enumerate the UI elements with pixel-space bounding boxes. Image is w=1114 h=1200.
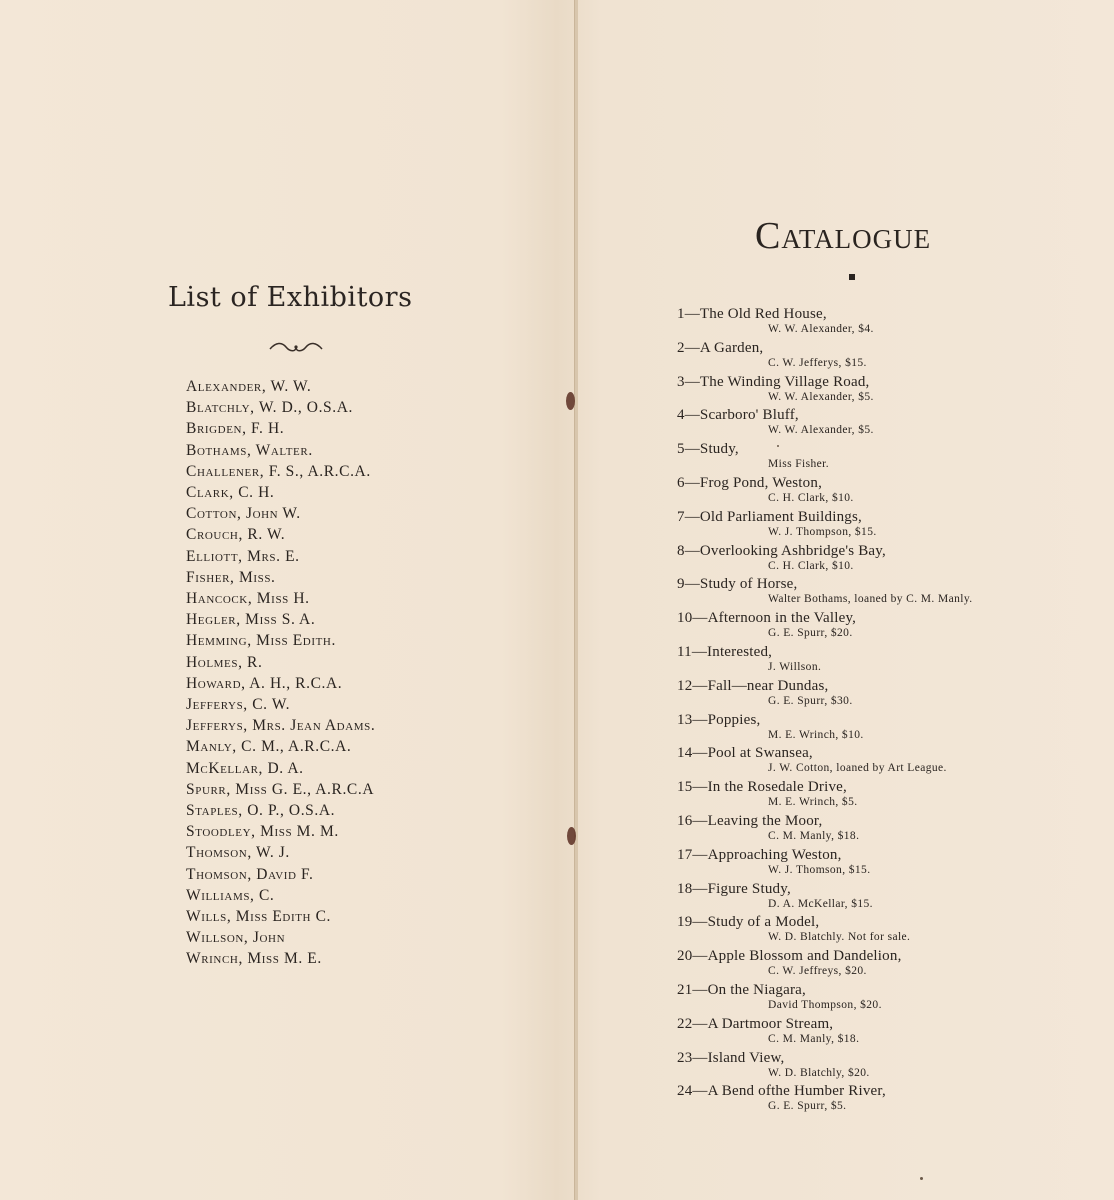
entry-artist-price: C. H. Clark, $10. <box>768 491 854 504</box>
entry-title: 8—Overlooking Ashbridge's Bay, <box>677 542 886 559</box>
paper-speck <box>777 445 779 447</box>
entry-title: 10—Afternoon in the Valley, <box>677 610 857 627</box>
title-ornament-mark <box>849 274 855 280</box>
catalogue-entry <box>677 982 973 1016</box>
exhibitor-name: Jefferys, Mrs. Jean Adams. <box>186 717 376 735</box>
entry-artist-price: C. W. Jeffreys, $20. <box>768 965 867 978</box>
catalogue-entry <box>677 847 973 881</box>
exhibitor-name: Manly, C. M., A.R.C.A. <box>186 738 352 756</box>
catalogue-title: Catalogue <box>755 215 932 257</box>
entry-artist-price: Miss Fisher. <box>768 458 830 471</box>
exhibitor-name: Jefferys, C. W. <box>186 696 291 714</box>
exhibitor-name: Fisher, Miss. <box>186 568 276 586</box>
entry-artist-price: W. J. Thompson, $15. <box>768 525 877 538</box>
catalogue-entry <box>677 509 973 543</box>
entry-title: 19—Study of a Model, <box>677 914 820 931</box>
entry-artist-price: W. D. Blatchly, $20. <box>768 1066 870 1079</box>
exhibitor-name: Crouch, R. W. <box>186 526 286 544</box>
exhibitor-name: Willson, John <box>186 929 286 947</box>
exhibitor-name: Spurr, Miss G. E., A.R.C.A <box>186 780 375 798</box>
entry-artist-price: David Thompson, $20. <box>768 998 882 1011</box>
catalogue-entry <box>677 678 973 712</box>
catalogue-entry <box>677 407 973 441</box>
exhibitor-name: Holmes, R. <box>186 653 263 671</box>
catalogue-entry <box>677 576 973 610</box>
entry-artist-price: W. W. Alexander, $5. <box>768 424 874 437</box>
catalogue-entry <box>677 340 973 374</box>
exhibitor-name: Challener, F. S., A.R.C.A. <box>186 462 371 480</box>
catalogue-entry <box>677 914 973 948</box>
exhibitors-title: List of Exhibitors <box>168 282 413 313</box>
catalogue-entry <box>677 779 973 813</box>
entry-artist-price: C. H. Clark, $10. <box>768 559 854 572</box>
entry-title: 6—Frog Pond, Weston, <box>677 474 823 491</box>
entry-artist-price: C. W. Jefferys, $15. <box>768 356 867 369</box>
catalogue-entry <box>677 475 973 509</box>
catalogue-entry <box>677 441 973 475</box>
entry-title: 15—In the Rosedale Drive, <box>677 779 847 796</box>
exhibitor-name: Howard, A. H., R.C.A. <box>186 674 343 692</box>
catalogue-entry <box>677 881 973 915</box>
entry-artist-price: W. W. Alexander, $5. <box>768 390 874 403</box>
catalogue-entry <box>677 543 973 577</box>
entry-title: 17—Approaching Weston, <box>677 846 842 863</box>
entry-artist-price: J. Willson. <box>768 660 822 673</box>
exhibitor-name: Elliott, Mrs. E. <box>186 547 300 565</box>
entry-artist-price: M. E. Wrinch, $5. <box>768 796 858 809</box>
entry-title: 9—Study of Horse, <box>677 576 798 593</box>
catalogue-entry <box>677 813 973 847</box>
catalogue-entry <box>677 644 973 678</box>
exhibitor-name: Bothams, Walter. <box>186 441 313 459</box>
catalogue-entry <box>677 712 973 746</box>
right-page <box>577 0 1114 1200</box>
entry-artist-price: G. E. Spurr, $30. <box>768 694 853 707</box>
entry-title: 4—Scarboro' Bluff, <box>677 407 799 424</box>
exhibitor-name: Hegler, Miss S. A. <box>186 611 316 629</box>
catalogue-entry <box>677 610 973 644</box>
entry-title: 5—Study, <box>677 441 739 458</box>
exhibitor-name: Thomson, David F. <box>186 865 314 883</box>
entry-artist-price: M. E. Wrinch, $10. <box>768 728 864 741</box>
exhibitor-name: Cotton, John W. <box>186 505 301 523</box>
entry-title: 12—Fall—near Dundas, <box>677 677 829 694</box>
entry-title: 11—Interested, <box>677 643 773 660</box>
exhibitor-name: Alexander, W. W. <box>186 378 312 395</box>
catalogue-entry <box>677 306 973 340</box>
entry-title: 24—A Bend ofthe Humber River, <box>677 1083 886 1100</box>
entry-title: 2—A Garden, <box>677 339 764 356</box>
exhibitor-name: Blatchly, W. D., O.S.A. <box>186 399 354 417</box>
exhibitor-name: Thomson, W. J. <box>186 844 290 862</box>
exhibitor-name: Williams, C. <box>186 886 275 904</box>
exhibitor-name: Wrinch, Miss M. E. <box>186 950 322 968</box>
entry-title: 14—Pool at Swansea, <box>677 745 813 762</box>
paper-speck <box>920 1177 923 1180</box>
entry-title: 18—Figure Study, <box>677 880 791 897</box>
catalogue-entry <box>677 1083 973 1117</box>
catalogue-entries <box>677 306 973 1117</box>
flourish-ornament-icon <box>268 340 324 354</box>
entry-artist-price: G. E. Spurr, $5. <box>768 1100 847 1113</box>
entry-title: 21—On the Niagara, <box>677 981 806 998</box>
entry-title: 23—Island View, <box>677 1049 785 1066</box>
entry-artist-price: Walter Bothams, loaned by C. M. Manly. <box>768 593 973 606</box>
entry-title: 1—The Old Red House, <box>677 306 827 322</box>
entry-title: 16—Leaving the Moor, <box>677 812 823 829</box>
entry-title: 13—Poppies, <box>677 711 761 728</box>
entry-artist-price: W. J. Thomson, $15. <box>768 863 871 876</box>
catalogue-entry <box>677 948 973 982</box>
entry-artist-price: G. E. Spurr, $20. <box>768 627 853 640</box>
entry-title: 20—Apple Blossom and Dandelion, <box>677 948 902 965</box>
catalogue-entry <box>677 374 973 408</box>
catalogue-entry <box>677 1016 973 1050</box>
exhibitor-name: Stoodley, Miss M. M. <box>186 823 339 841</box>
exhibitor-name: McKellar, D. A. <box>186 759 304 777</box>
exhibitor-name: Clark, C. H. <box>186 484 275 502</box>
entry-artist-price: C. M. Manly, $18. <box>768 1032 860 1045</box>
entry-artist-price: W. D. Blatchly. Not for sale. <box>768 931 911 944</box>
entry-artist-price: J. W. Cotton, loaned by Art League. <box>768 762 947 775</box>
entry-artist-price: D. A. McKellar, $15. <box>768 897 873 910</box>
entry-artist-price: C. M. Manly, $18. <box>768 829 860 842</box>
entry-title: 7—Old Parliament Buildings, <box>677 508 862 525</box>
exhibitor-name: Hancock, Miss H. <box>186 590 310 608</box>
exhibitor-name: Hemming, Miss Edith. <box>186 632 336 650</box>
catalogue-entry <box>677 745 973 779</box>
entry-title: 3—The Winding Village Road, <box>677 373 870 390</box>
exhibitor-list <box>186 376 375 970</box>
exhibitor-name: Wills, Miss Edith C. <box>186 908 331 926</box>
catalogue-entry <box>677 1050 973 1084</box>
exhibitor-name: Brigden, F. H. <box>186 420 285 438</box>
entry-artist-price: W. W. Alexander, $4. <box>768 323 874 335</box>
entry-title: 22—A Dartmoor Stream, <box>677 1015 834 1032</box>
exhibitor-name: Staples, O. P., O.S.A. <box>186 802 336 820</box>
